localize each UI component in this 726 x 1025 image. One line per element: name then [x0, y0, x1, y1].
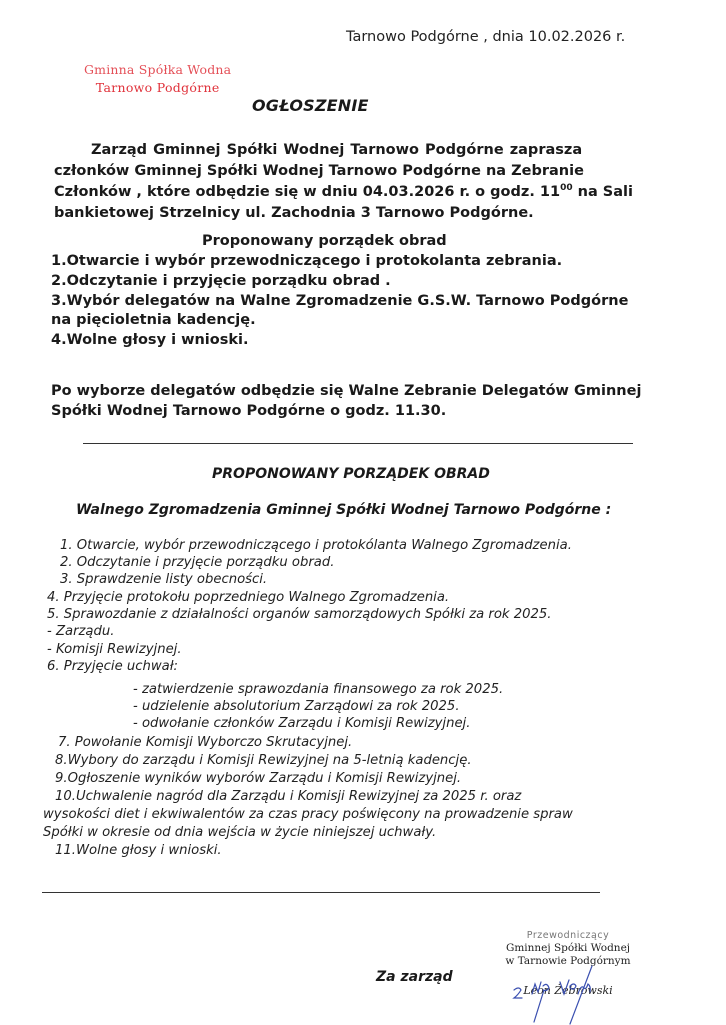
- members-agenda-item: 2.Odczytanie i przyjęcie porządku obrad .: [51, 273, 391, 289]
- intro-line-3-text: Członków , które odbędzie się w dniu 04.03.2026 r. o godz. 11: [54, 184, 561, 200]
- assembly-agenda-item: 1. Otwarcie, wybór przewodniczącego i protokólanta Walnego Zgromadzenia.: [60, 538, 572, 553]
- members-agenda-item: 3.Wybór delegatów na Walne Zgromadzenie G.S.W. Tarnowo Podgórne: [51, 293, 629, 309]
- intro-line-2: członków Gminnej Spółki Wodnej Tarnowo Podgórne na Zebranie: [54, 163, 584, 179]
- intro-line-1: Zarząd Gminnej Spółki Wodnej Tarnowo Podgórne zaprasza: [91, 142, 583, 158]
- signature-stamp: [478, 930, 658, 997]
- divider-line: [42, 892, 600, 893]
- members-agenda-item: 4.Wolne głosy i wnioski.: [51, 332, 249, 348]
- assembly-agenda-item-continuation: wysokości diet i ekwiwalentów za czas pracy poświęcony na prowadzenie spraw: [43, 807, 573, 822]
- intro-line-3: [54, 185, 633, 200]
- assembly-agenda-title: PROPONOWANY PORZĄDEK OBRAD: [212, 466, 490, 482]
- members-agenda-item: 1.Otwarcie i wybór przewodniczącego i protokolanta zebrania.: [51, 253, 563, 269]
- assembly-agenda-subitem: - Zarządu.: [47, 624, 115, 639]
- assembly-agenda-item: 7. Powołanie Komisji Wyborczo Skrutacyjnej.: [58, 735, 353, 750]
- assembly-agenda-item: 6. Przyjęcie uchwał:: [47, 659, 178, 674]
- assembly-agenda-subitem: - Komisji Rewizyjnej.: [47, 642, 182, 657]
- assembly-agenda-item: 3. Sprawdzenie listy obecności.: [60, 572, 268, 587]
- stamp-line-1: Gminna Spółka Wodna: [84, 62, 232, 77]
- assembly-agenda-subitem: - udzielenie absolutorium Zarządowi za rok 2025.: [133, 699, 460, 714]
- members-agenda-heading: Proponowany porządek obrad: [202, 233, 447, 249]
- intro-line-4: bankietowej Strzelnicy ul. Zachodnia 3 Tarnowo Podgórne.: [54, 205, 534, 221]
- delegates-note-line-2: Spółki Wodnej Tarnowo Podgórne o godz. 11.30.: [51, 403, 447, 419]
- signed-for-label: Za zarząd: [376, 969, 453, 985]
- place-and-date: Tarnowo Podgórne , dnia 10.02.2026 r.: [346, 29, 626, 45]
- signature-stamp-place: w Tarnowie Podgórnym: [505, 955, 631, 967]
- assembly-agenda-item: 11.Wolne głosy i wnioski.: [55, 843, 222, 858]
- delegates-note-line-1: Po wyborze delegatów odbędzie się Walne Zebranie Delegatów Gminnej: [51, 383, 642, 399]
- time-superscript: 00: [560, 183, 573, 193]
- assembly-agenda-item: 4. Przyjęcie protokołu poprzedniego Walnego Zgromadzenia.: [47, 590, 450, 605]
- stamp-line-2: Tarnowo Podgórne: [95, 80, 220, 95]
- signature-stamp-org: Gminnej Spółki Wodnej: [505, 942, 631, 954]
- assembly-agenda-subitem: - zatwierdzenie sprawozdania finansowego za rok 2025.: [133, 682, 504, 697]
- assembly-agenda-item: 10.Uchwalenie nagród dla Zarządu i Komisji Rewizyjnej za 2025 r. oraz: [55, 789, 522, 804]
- assembly-agenda-item-continuation: Spółki w okresie od dnia wejścia w życie niniejszej uchwały.: [43, 825, 437, 840]
- assembly-agenda-item: 9.Ogłoszenie wyników wyborów Zarządu i Komisji Rewizyjnej.: [55, 771, 462, 786]
- intro-line-3-tail: na Sali: [572, 184, 633, 200]
- signature-stamp-name: Leon Żebrowski: [523, 984, 613, 997]
- assembly-agenda-subtitle: Walnego Zgromadzenia Gminnej Spółki Wodnej Tarnowo Podgórne :: [76, 502, 612, 518]
- signature-stamp-role: Przewodniczący: [526, 930, 610, 941]
- members-agenda-item: na pięcioletnia kadencję.: [51, 312, 256, 328]
- document-title: OGŁOSZENIE: [252, 96, 369, 115]
- assembly-agenda-item: 2. Odczytanie i przyjęcie porządku obrad.: [60, 555, 335, 570]
- assembly-agenda-item: 8.Wybory do zarządu i Komisji Rewizyjnej na 5-letnią kadencję.: [55, 753, 472, 768]
- assembly-agenda-subitem: - odwołanie członków Zarządu i Komisji Rewizyjnej.: [133, 716, 471, 731]
- organization-stamp: [84, 62, 231, 95]
- divider-line: [83, 443, 633, 444]
- assembly-agenda-item: 5. Sprawozdanie z działalności organów samorządowych Spółki za rok 2025.: [47, 607, 552, 622]
